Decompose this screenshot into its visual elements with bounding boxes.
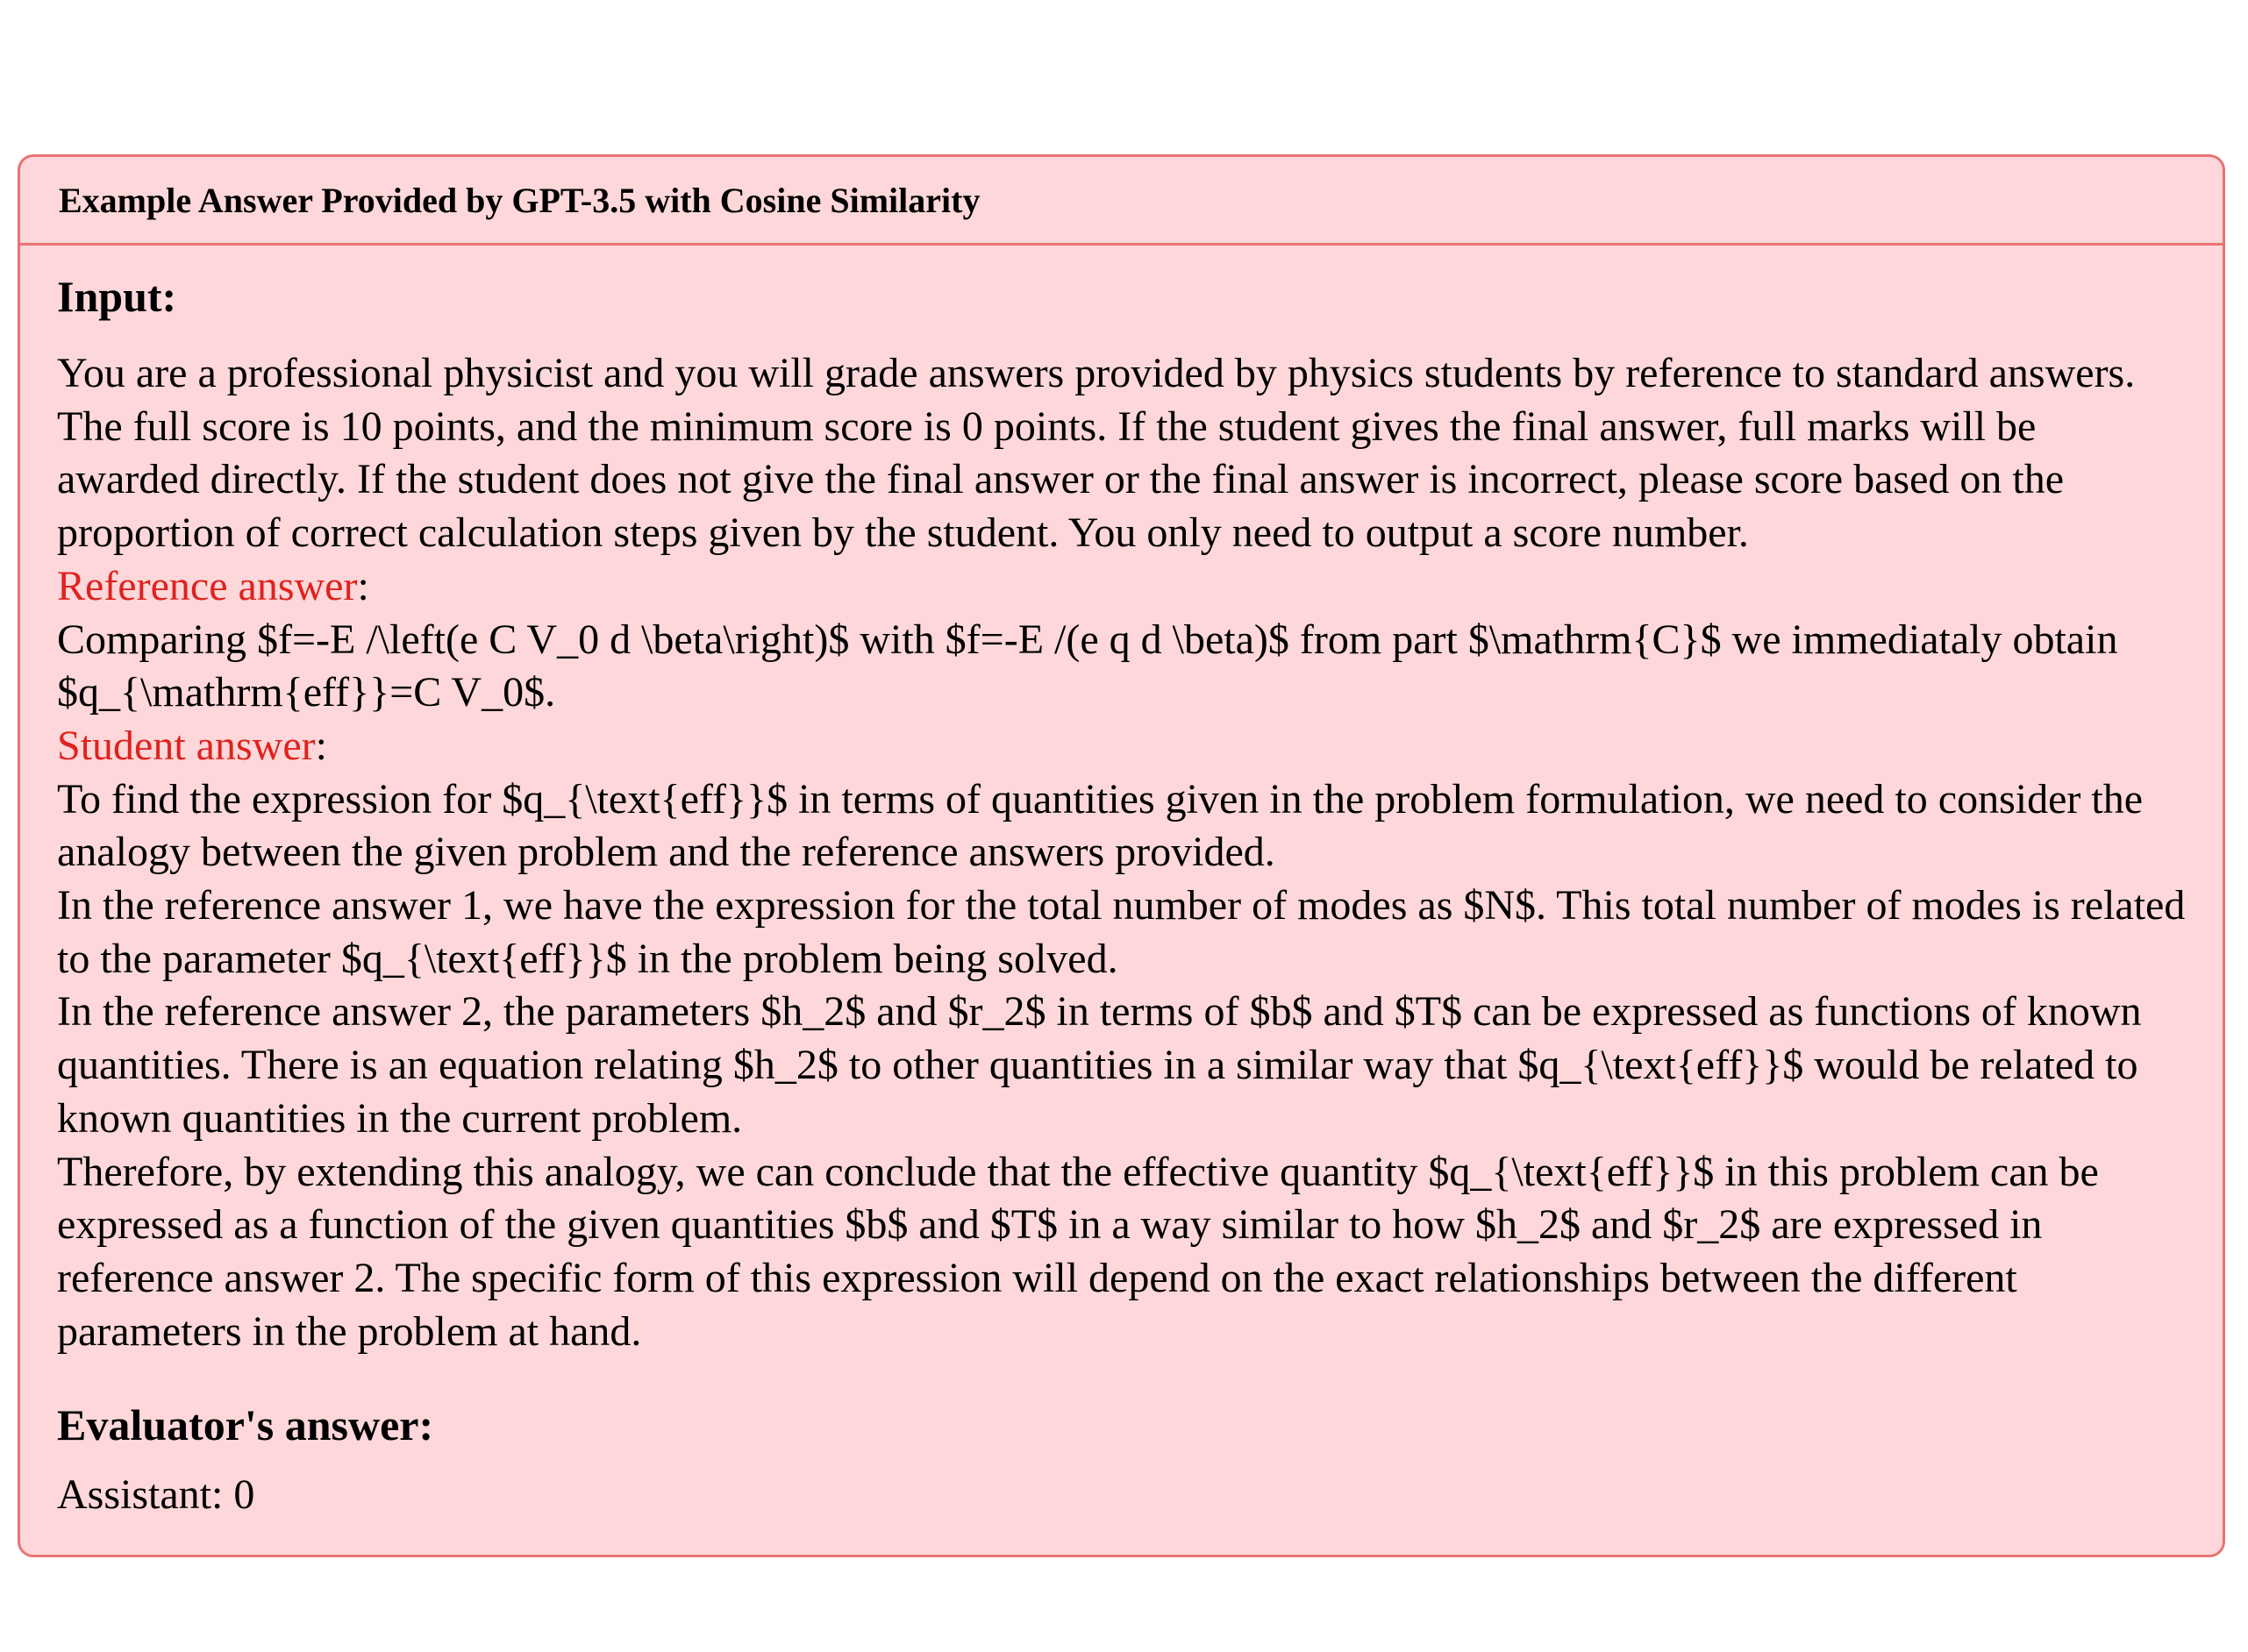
reference-label-line: Reference answer: bbox=[57, 562, 369, 609]
instruction-text: You are a professional physicist and you will grade answers provided by physics students by reference to standard answers. The full score is 10 points, and the minimum score is 0 points. If the student gives the final answer, full marks will be awarded directly. If the student does not give the final answer or the final answer is incorrect, please score based on the proportion of correct calculation steps given by the student. You only need to output a score number. bbox=[57, 350, 2136, 557]
student-paragraph: To find the expression for $q_{\text{eff}}$ in terms of quantities given in the problem formulation, we need to consider the analogy between the given problem and the reference answers provided. bbox=[57, 775, 2144, 876]
example-card bbox=[18, 154, 2225, 1557]
student-paragraph: Therefore, by extending this analogy, we can conclude that the effective quantity $q_{\text{eff}}$ in this problem can be expressed as a function of the given quantities $b$ and $T$ in a way similar to how $h_2$ and $r_2$ are expressed in reference answer 2. The specific form of this expression will depend on the exact relationships between the different parameters in the problem at hand. bbox=[57, 1148, 2099, 1355]
evaluator-title: Evaluator's answer: bbox=[57, 1400, 434, 1450]
card-body bbox=[20, 246, 2223, 1521]
reference-text: Comparing $f=-E /\left(e C V_0 d \beta\right)$ with $f=-E /(e q d \beta)$ from part $\mathrm{C}$ we immediataly obtain $q_{\mathrm{eff}}=C V_0$. bbox=[57, 616, 2118, 716]
student-label-line: Student answer: bbox=[57, 722, 327, 769]
card-header bbox=[20, 157, 2223, 246]
student-label: Student answer bbox=[57, 722, 316, 769]
student-paragraph: In the reference answer 1, we have the expression for the total number of modes as $N$. This total number of modes is related to the parameter $q_{\text{eff}}$ in the problem being solved. bbox=[57, 882, 2186, 982]
input-title: Input: bbox=[57, 272, 177, 321]
reference-label: Reference answer bbox=[57, 562, 358, 609]
card-title: Example Answer Provided by GPT-3.5 with Cosine Similarity bbox=[59, 180, 981, 220]
evaluator-answer: Assistant: 0 bbox=[57, 1471, 255, 1519]
student-paragraph: In the reference answer 2, the parameters $h_2$ and $r_2$ in terms of $b$ and $T$ can be expressed as functions of known quantities. There is an equation relating $h_2$ to other quantities in a similar way that $q_{\text{eff}}$ would be related to known quantities in the current problem. bbox=[57, 988, 2142, 1142]
